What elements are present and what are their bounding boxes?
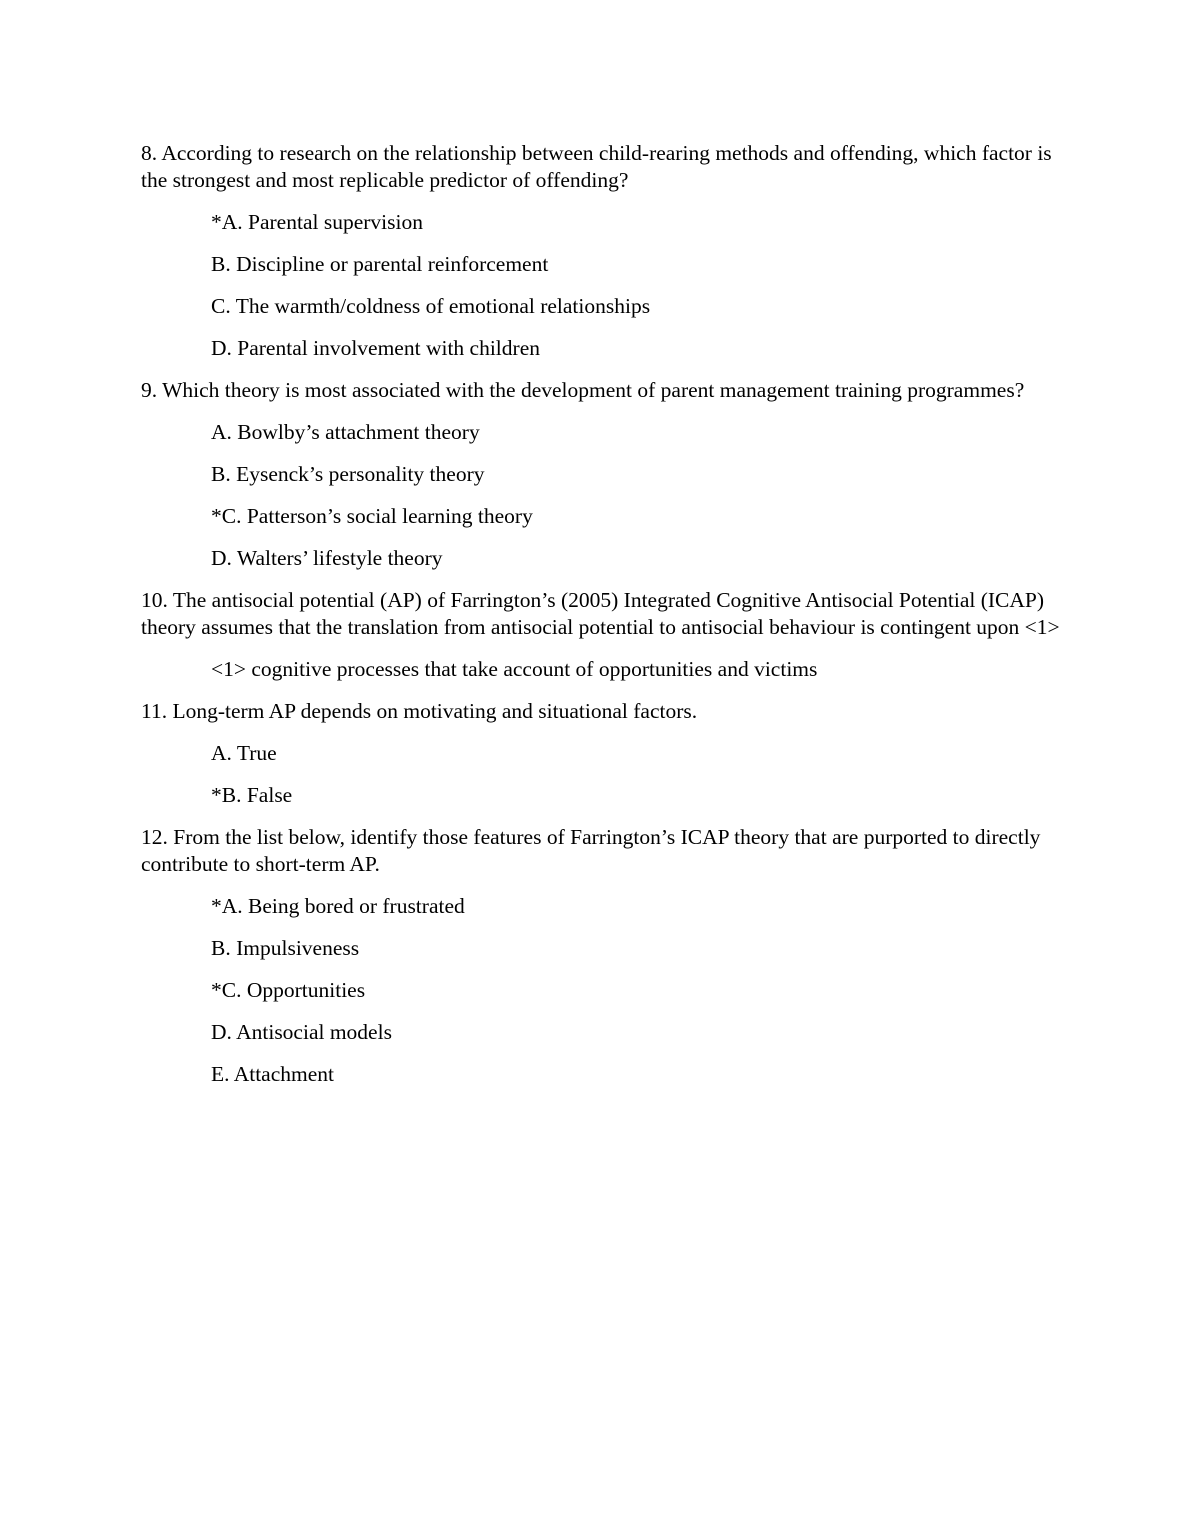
question-10-answer: <1> cognitive processes that take account of opportunities and victims	[211, 657, 818, 681]
question-12-option-b: B. Impulsiveness	[211, 936, 360, 960]
question-9-option-a: A. Bowlby’s attachment theory	[211, 420, 480, 444]
question-9-option-c: *C. Patterson’s social learning theory	[211, 504, 533, 528]
question-11-option-a: A. True	[211, 741, 277, 765]
question-12-option-e: E. Attachment	[211, 1062, 334, 1086]
question-12-option-a: *A. Being bored or frustrated	[211, 894, 465, 918]
question-12-option-c: *C. Opportunities	[211, 978, 366, 1002]
question-8-option-c: C. The warmth/coldness of emotional relationships	[211, 294, 651, 318]
question-12: 12. From the list below, identify those features of Farrington’s ICAP theory that are purported to directly contribute to short-term AP.	[141, 825, 1041, 876]
question-8-option-b: B. Discipline or parental reinforcement	[211, 252, 549, 276]
question-10: 10. The antisocial potential (AP) of Farrington’s (2005) Integrated Cognitive Antisocial Potential (ICAP) theory assumes that the translation from antisocial potential to antisocial behaviour is contingent upon <1>	[141, 588, 1060, 639]
question-11: 11. Long-term AP depends on motivating and situational factors.	[141, 699, 698, 723]
question-8-option-d: D. Parental involvement with children	[211, 336, 540, 360]
question-8: 8. According to research on the relationship between child-rearing methods and offending, which factor is the strongest and most replicable predictor of offending?	[141, 141, 1052, 192]
question-9: 9. Which theory is most associated with the development of parent management training programmes?	[141, 378, 1025, 402]
question-9-option-d: D. Walters’ lifestyle theory	[211, 546, 443, 570]
question-9-option-b: B. Eysenck’s personality theory	[211, 462, 485, 486]
question-8-option-a: *A. Parental supervision	[211, 210, 423, 234]
question-11-option-b: *B. False	[211, 783, 293, 807]
document-page	[141, 140, 1061, 1103]
question-12-option-d: D. Antisocial models	[211, 1020, 392, 1044]
